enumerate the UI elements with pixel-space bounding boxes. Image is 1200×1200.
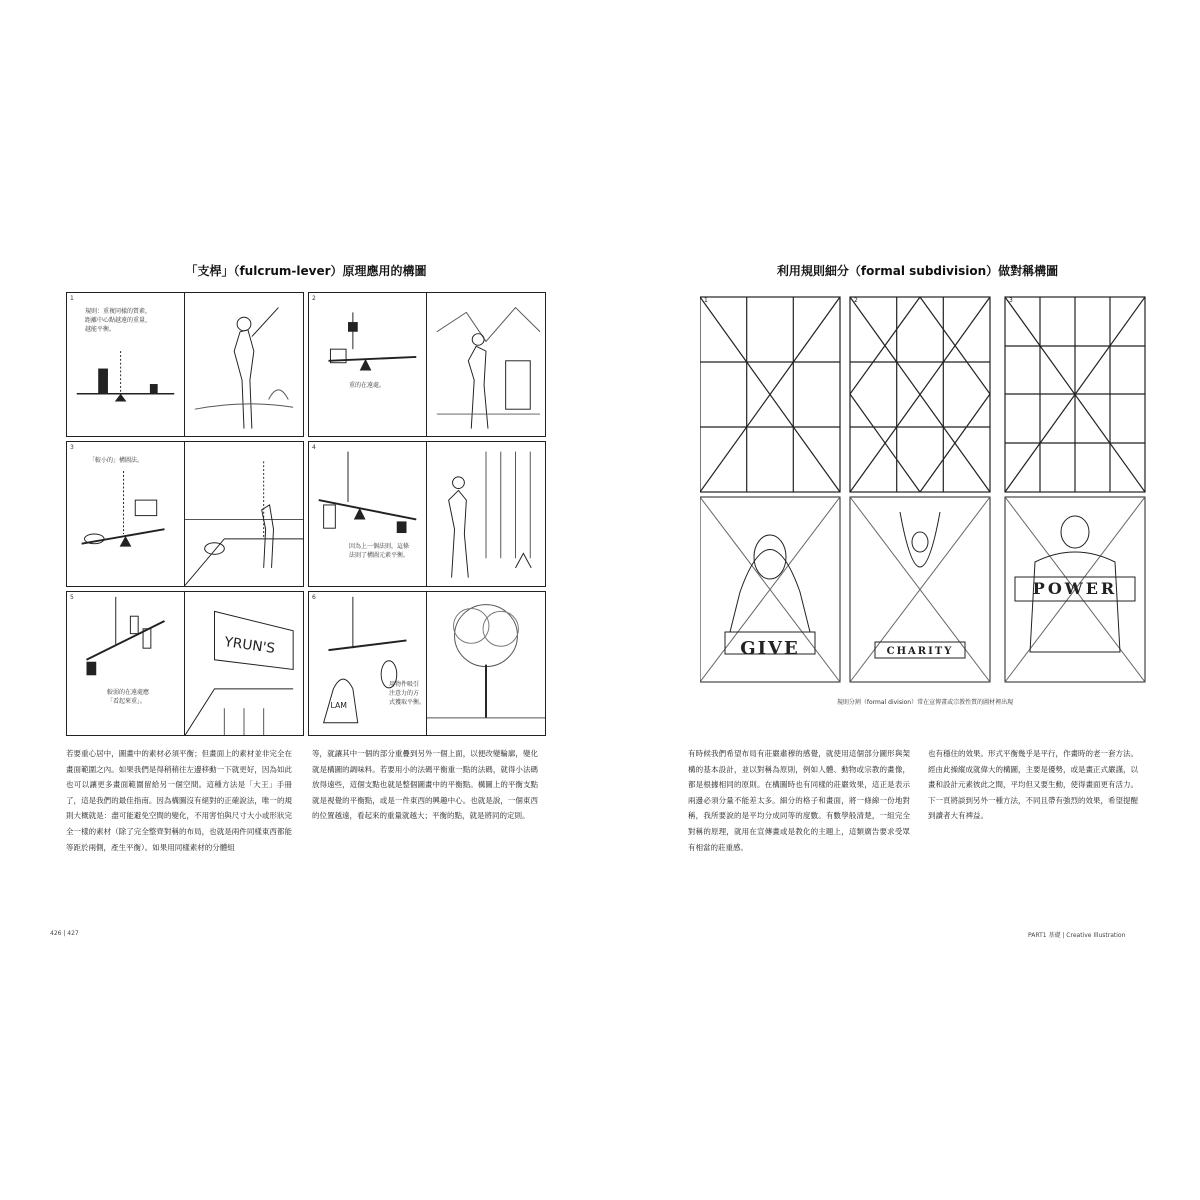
diagram-panel-6: 6 用物件吸引 注意力的方 式獲取平衡。 LAM	[309, 592, 427, 735]
weights-lever-illustration	[309, 442, 426, 585]
page-number: 426 | 427	[50, 930, 79, 937]
fulcrum-panels-grid	[66, 292, 546, 736]
panel-caption: 較弱的在遠處應 「看起來重」。	[107, 688, 150, 705]
panel-caption: 用物件吸引 注意力的方 式獲取平衡。	[389, 680, 426, 706]
hanging-weights-illustration	[67, 592, 184, 735]
worker-sketch-illustration	[427, 293, 545, 436]
diagram-panel-1	[67, 293, 185, 436]
diagram-panel-5: 5 較弱的在遠處應 「看起來重」。	[67, 592, 185, 735]
panel-pair-2	[308, 292, 546, 437]
pier-sketch-illustration	[185, 442, 303, 585]
left-body-column-2: 等，就讓其中一個的部分重疊到另外一個上面，以便改變輪廓，變化就是構圖的調味料。若要用小的法碼平衡重一點的法碼，就得小法碼放得遠些，這個支點也就是整個圖畫中的平衡點。構圖上的平衡支點就是視覺的平衡點，或是一件東西的興趣中心。也就是說，一個東西的位置越遠，看起來的重量就越大；平衡的點，就是將同的定則。	[312, 749, 538, 821]
panel-caption: 規則：重複同樣的質素， 距離中心點越遠的重量， 越能平衡。	[85, 308, 152, 333]
grid-number: 2	[854, 297, 858, 304]
panel-caption: 因為上一個法則，這條 法則了構圖元素平衡。	[349, 543, 410, 560]
panel-caption: 重的在遠處。	[349, 382, 386, 389]
sign-sketch-illustration	[185, 592, 303, 735]
lever-illustration	[309, 293, 426, 436]
running-footer: PART1 基礎 | Creative Illustration	[1028, 932, 1126, 939]
tea-scale-illustration	[67, 442, 184, 585]
power-panel-word: POWER	[1032, 579, 1118, 598]
panel-number: 1	[70, 295, 74, 302]
panel-pair-1	[66, 292, 304, 437]
panel-pair-3	[66, 441, 304, 586]
illustration-panel-4	[427, 442, 545, 585]
balance-scale-illustration	[67, 293, 184, 436]
left-body-column-1: 若要重心居中，圖畫中的素材必須平衡；但畫面上的素材並非完全在畫面範圍之內。如果我們是得稍稍往左邊移動一下就更好，因為如此也可以讓更多畫面範圍留給另一個空間。這種方法是「大王」手冊了，這是我們的最佳指南。因為構圖沒有絕對的正確說法，唯一的規則大概就是：盡可能避免空間的變化，不用害怕與尺寸大小或形狀完全一樣的素材（除了完全整齊對稱的布局，也就是兩件同樣東西都能等距於兩側，產生平衡）。如果用同樣素材的分體組	[66, 749, 292, 852]
illustration-panel-5	[185, 592, 303, 735]
svg-text:LAM: LAM	[330, 700, 348, 710]
diagram-panel-3: 3 「較小的」構圖法。	[67, 442, 185, 585]
give-panel-word: GIVE	[740, 638, 800, 659]
right-body-column-1: 有時候我們希望布局有莊嚴肅穆的感覺，就使用這個部分圖形與架構的基本設計，並以對稱為原則，例如人體、動物或宗教的畫像，都是根據相同的原則。在構圖時也有同樣的莊嚴效果，這正是表示兩邊必須分量不能差太多。細分的格子和畫面，將一條線一份地對稱，我所要說的是平均分成同等的度數。有數學般清楚，一組完全對稱的原理，就用在宣傳畫或是教化的主題上，這類廣告要求受眾有相當的莊重感。	[688, 749, 910, 852]
figure-caption: 規則分割（formal division）常在宣傳畫或宗教性質的圖材裡出現	[836, 699, 1014, 706]
grid-number: 1	[704, 297, 708, 304]
panel-pair-4	[308, 441, 546, 586]
illustration-panel-2	[427, 293, 545, 436]
illustration-panel-3	[185, 442, 303, 585]
formal-subdivision-figure	[700, 292, 1150, 687]
left-section-title: 「支桿」（fulcrum-lever）原理應用的構圖	[185, 264, 427, 278]
right-body-column-2: 也有穩住的效果。形式平衡幾乎是平行，作畫時的老一套方法。經由此操縱成就偉大的構圖，主要是優勢，或是畫正式嚴謹，以畫和設計元素彼此之間，平均但又要生動，使得畫面更有活力。下一頁將談到另外一種方法，不同且帶有強烈的效果，希望提醒到讀者大有裨益。	[928, 749, 1138, 821]
tree-sketch-illustration	[427, 592, 545, 735]
svg-text:YRUN'S: YRUN'S	[223, 633, 276, 657]
illustration-panel-1	[185, 293, 303, 436]
diagram-panel-4: 4 因為上一個法則，這條 法則了構圖元素平衡。	[309, 442, 427, 585]
panel-pair-6	[308, 591, 546, 736]
panel-caption: 「較小的」構圖法。	[89, 457, 144, 465]
bag-balance-illustration	[309, 592, 426, 735]
grid-number: 3	[1009, 297, 1013, 304]
subdivision-grids	[700, 292, 1150, 687]
right-section-title: 利用規則細分（formal subdivision）做對稱構圖	[776, 264, 1059, 278]
figure-sketch-illustration	[185, 293, 303, 436]
diagram-panel-2: 2 重的在遠處。	[309, 293, 427, 436]
illustration-panel-6	[427, 592, 545, 735]
fence-sketch-illustration	[427, 442, 545, 585]
charity-panel-word: CHARITY	[886, 646, 954, 657]
panel-pair-5	[66, 591, 304, 736]
